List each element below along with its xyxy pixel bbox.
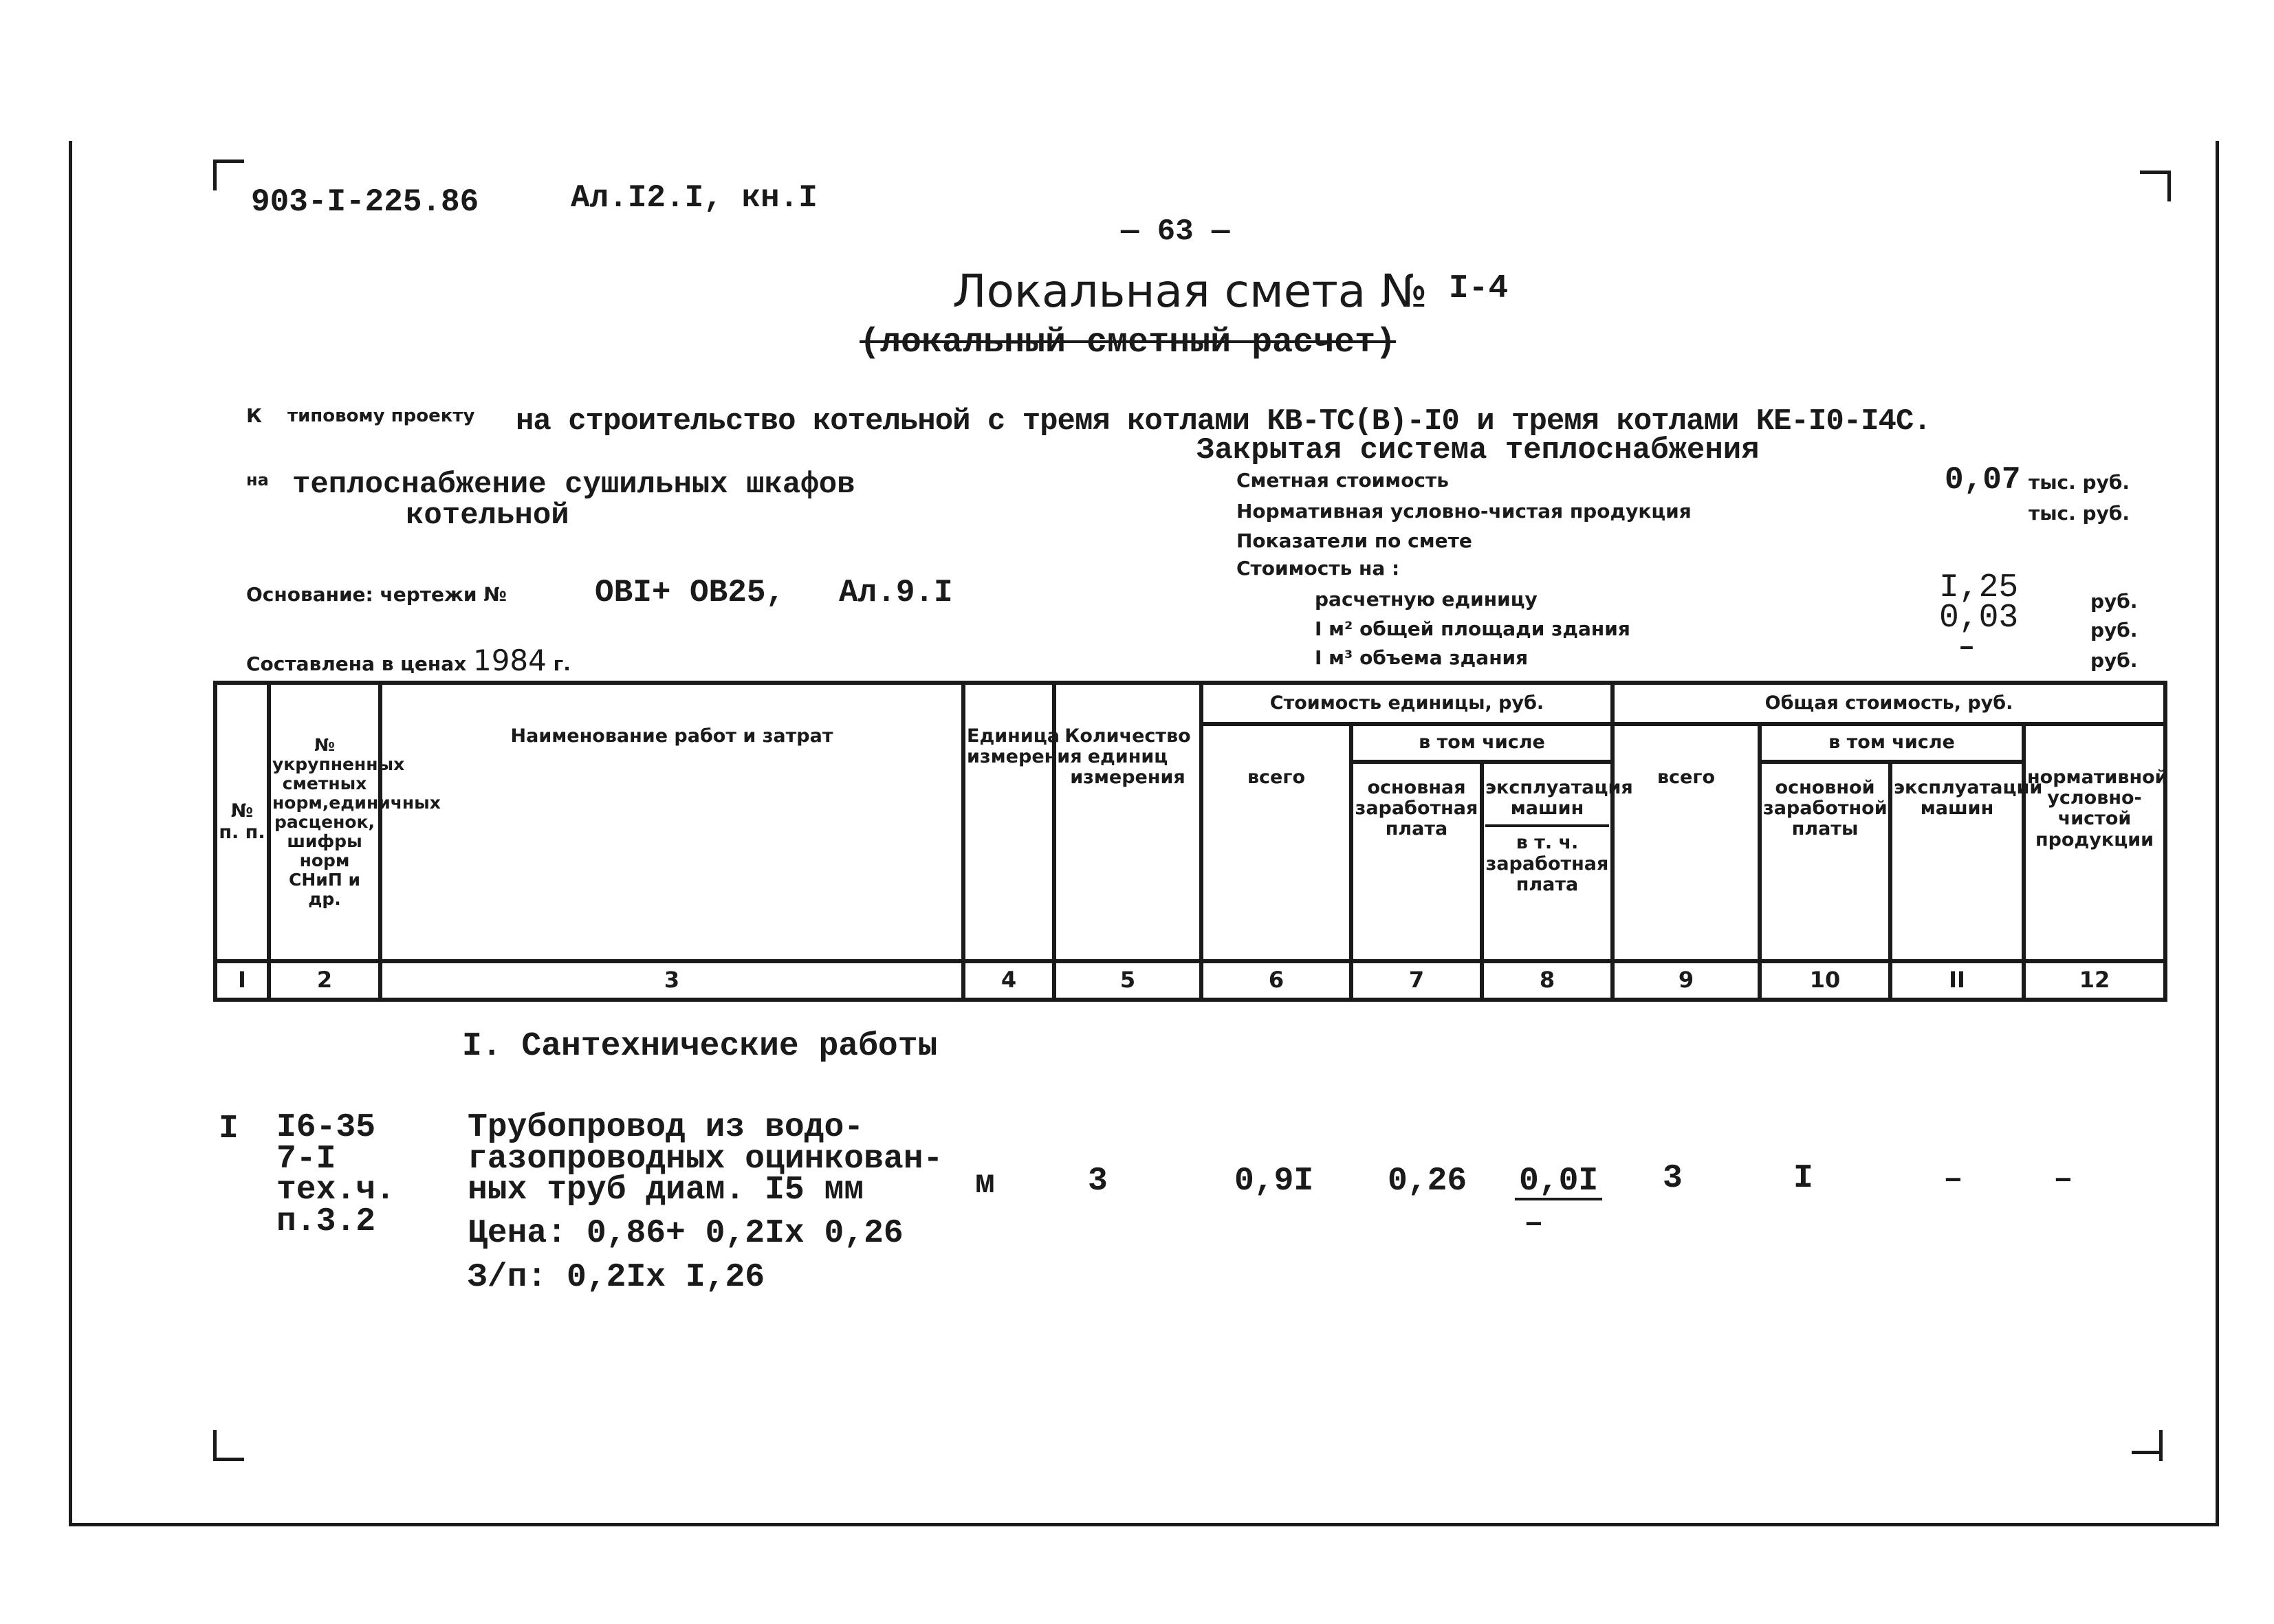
- project-description: на строительство котельной с тремя котлами КВ-ТС(В)-I0 и тремя котлами КЕ-I0-I4С.: [516, 404, 1931, 439]
- row1-total-norm: –: [2053, 1161, 2073, 1198]
- col-number-4: 4: [963, 961, 1054, 1000]
- col-number-1: I: [215, 961, 269, 1000]
- row1-code-line3: тех.ч.: [276, 1172, 395, 1209]
- col-number-9: 9: [1612, 961, 1760, 1000]
- row1-name-line3: ных труб диам. I5 мм: [468, 1172, 864, 1209]
- row1-total-wage: I: [1793, 1160, 1813, 1197]
- right-page-border: [2216, 141, 2219, 1526]
- col-number-10: 10: [1760, 961, 1890, 1000]
- volume-unit: руб.: [2090, 649, 2138, 672]
- header-col-8-top: эксплуатация машин: [1485, 778, 1609, 827]
- basis-value: ОВI+ ОВ25,: [595, 575, 785, 611]
- row1-unit-machine-wage: –: [1524, 1205, 1544, 1242]
- row1-unit-wage: 0,26: [1388, 1163, 1467, 1200]
- row1-unit: м: [975, 1165, 995, 1203]
- struck-subtitle: (локальный сметный расчет): [860, 323, 1397, 362]
- header-col-2: № укрупненных сметных норм,единичных расценок, шифры норм СНиП и др.: [269, 683, 380, 961]
- col-number-2: 2: [269, 961, 380, 1000]
- row1-code-line2: 7-I: [276, 1140, 336, 1178]
- cost-per-label: Стоимость на :: [1236, 557, 1400, 580]
- col-number-6: 6: [1201, 961, 1351, 1000]
- col-number-12: 12: [2024, 961, 2165, 1000]
- row1-name: [468, 1109, 943, 1209]
- na-value-line1: теплоснабжение сушильных шкафов: [292, 468, 855, 502]
- header-col-6: всего: [1201, 724, 1351, 961]
- show-label: Показатели по смете: [1236, 529, 1472, 552]
- header-col-7: основная заработная плата: [1351, 762, 1482, 961]
- header-col-9: всего: [1612, 724, 1760, 961]
- header-col-11: эксплуатации машин: [1890, 762, 2024, 961]
- header-group-total-cost: Общая стоимость, руб.: [1612, 683, 2165, 724]
- row1-total: 3: [1663, 1160, 1683, 1197]
- prices-label: Составлена в ценах: [246, 652, 467, 675]
- header-col-1: № п. п.: [215, 683, 269, 961]
- header-col-5: Количество единиц измерения: [1054, 683, 1201, 961]
- area-unit: руб.: [2090, 619, 2138, 641]
- doc-code: 903-I-225.86: [251, 184, 479, 220]
- to-label-k: К: [246, 404, 262, 427]
- corner-mark-top-left: [213, 160, 217, 190]
- col-number-11: II: [1890, 961, 2024, 1000]
- header-col-12: нормативной условно-чистой продукции: [2024, 724, 2165, 961]
- col-number-5: 5: [1054, 961, 1201, 1000]
- prices-suffix: г.: [553, 652, 571, 675]
- corner-mark-bottom-right: [2159, 1430, 2163, 1461]
- page-title-text: Локальная смета №: [952, 265, 1428, 318]
- row1-name-line2: газопроводных оцинкован-: [468, 1140, 943, 1178]
- unit-label: расчетную единицу: [1315, 588, 1538, 611]
- area-value: 0,03: [1939, 600, 2019, 637]
- row1-code-line1: I6-35: [276, 1109, 376, 1146]
- col-number-7: 7: [1351, 961, 1482, 1000]
- estimate-table-header: [213, 681, 2167, 1002]
- row1-code: [276, 1109, 395, 1240]
- page-number: — 63 —: [1121, 215, 1230, 249]
- header-col-8-bottom: в т. ч. заработная плата: [1485, 832, 1609, 895]
- na-value-line2: котельной: [406, 498, 569, 533]
- section-title: I. Сантехнические работы: [462, 1028, 938, 1065]
- album-ref: Ал.I2.I, кн.I: [571, 180, 818, 216]
- bottom-page-border: [69, 1523, 2219, 1526]
- row1-name-line1: Трубопровод из водо-: [468, 1109, 864, 1146]
- page-title: [952, 265, 1508, 318]
- row1-unit-machine: 0,0I: [1515, 1165, 1602, 1200]
- cost-value: 0,07: [1945, 462, 2021, 498]
- unit-value: I,25: [1939, 569, 2019, 606]
- row1-wage-line: З/п: 0,2Iх I,26: [468, 1259, 765, 1296]
- row1-unit-total: 0,9I: [1234, 1163, 1314, 1200]
- volume-label: I м³ объема здания: [1315, 646, 1529, 669]
- to-label: типовому проекту: [287, 406, 475, 426]
- norm-label: Нормативная условно-чистая продукция: [1236, 500, 1692, 523]
- estimate-number: I-4: [1448, 270, 1509, 307]
- header-col-8: [1482, 762, 1633, 961]
- prices-line: [246, 644, 571, 677]
- header-col-4: Единица измерения: [963, 683, 1054, 961]
- volume-value: –: [1958, 633, 1976, 663]
- system-name: Закрытая система теплоснабжения: [1196, 433, 1760, 468]
- col-number-3: 3: [380, 961, 963, 1000]
- row1-number: I: [219, 1110, 239, 1148]
- unit-unit: руб.: [2090, 590, 2138, 613]
- area-label: I м² общей площади здания: [1315, 617, 1630, 640]
- row1-total-machine: –: [1943, 1161, 1963, 1198]
- prices-year: 1984: [472, 644, 547, 677]
- row1-price-line: Цена: 0,86+ 0,2Iх 0,26: [468, 1215, 904, 1252]
- corner-mark-top-right: [2167, 171, 2171, 201]
- header-incl-total: в том числе: [1760, 724, 2024, 762]
- col-number-8: 8: [1482, 961, 1612, 1000]
- norm-unit: тыс. руб.: [2029, 502, 2130, 525]
- cost-unit: тыс. руб.: [2029, 471, 2130, 494]
- header-col-10: основной заработной платы: [1760, 762, 1890, 961]
- header-col-3: Наименование работ и затрат: [380, 683, 963, 961]
- na-label: на: [246, 470, 269, 490]
- corner-mark-bottom-left: [213, 1430, 217, 1461]
- cost-label: Сметная стоимость: [1236, 469, 1449, 492]
- row1-qty: 3: [1088, 1163, 1108, 1200]
- left-page-border: [69, 141, 72, 1526]
- row1-code-line4: п.3.2: [276, 1203, 376, 1240]
- header-incl-unit: в том числе: [1351, 724, 1612, 762]
- basis-album: Ал.9.I: [839, 575, 953, 611]
- basis-label: Основание: чертежи №: [246, 583, 507, 606]
- header-group-unit-cost: Стоимость единицы, руб.: [1201, 683, 1612, 724]
